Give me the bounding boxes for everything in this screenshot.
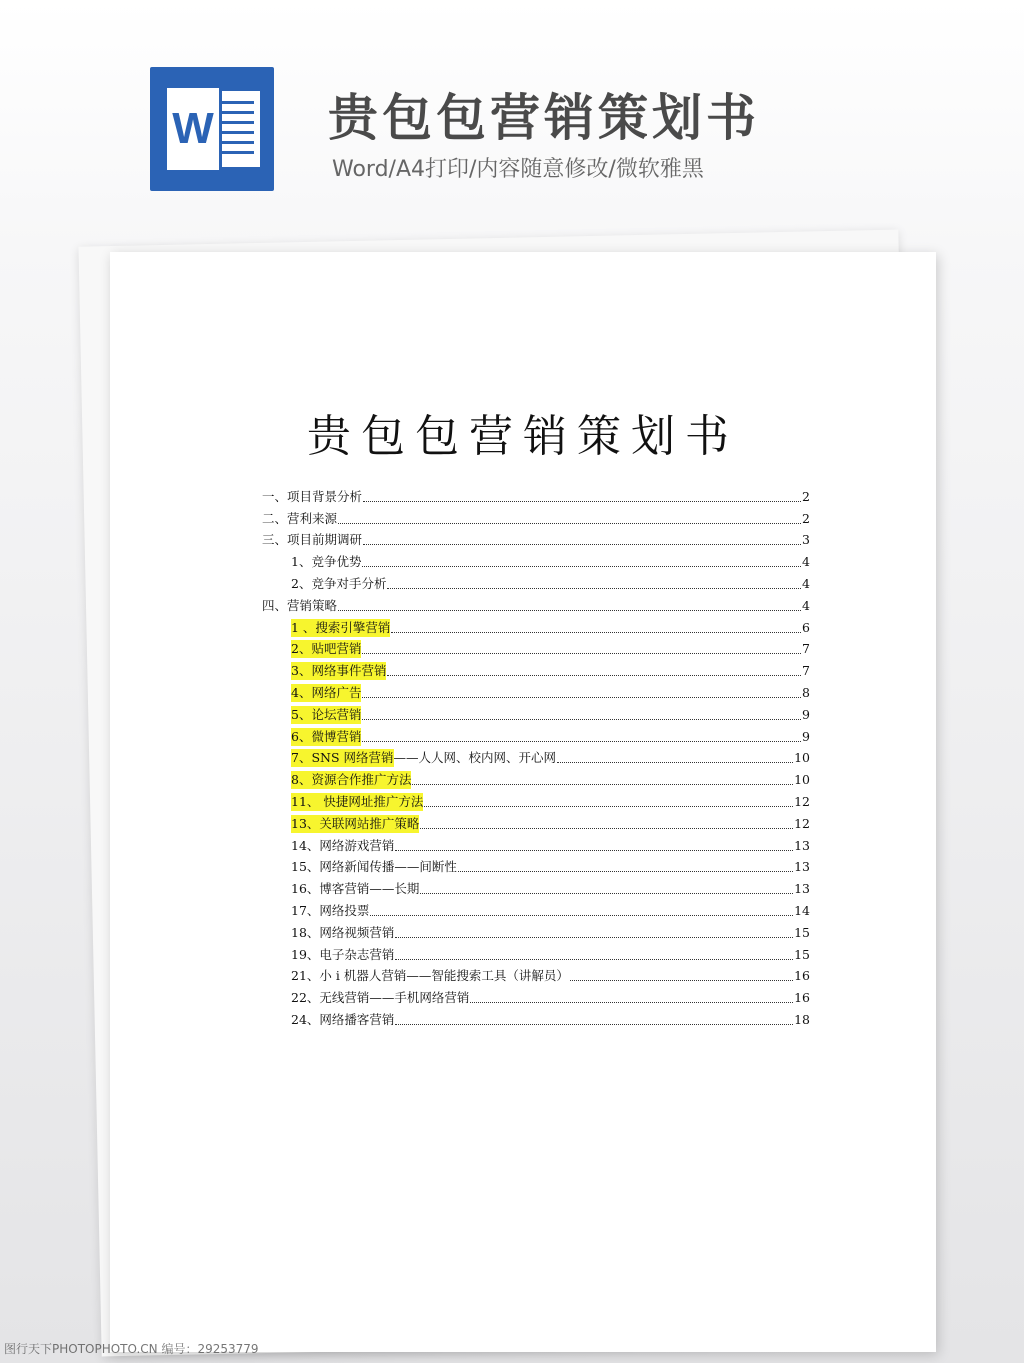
toc-entry-label: 14、网络游戏营销 bbox=[291, 837, 395, 853]
toc-dot-leader bbox=[387, 588, 801, 589]
word-icon-cover bbox=[164, 85, 222, 173]
toc-page-number: 13 bbox=[794, 859, 810, 875]
toc-entry-label: 13、关联网站推广策略 bbox=[291, 815, 420, 831]
toc-entry[interactable] bbox=[262, 746, 810, 768]
toc-entry[interactable] bbox=[262, 767, 810, 789]
toc-entry-label: 2、竞争对手分析 bbox=[291, 575, 387, 591]
toc-page-number: 16 bbox=[794, 990, 810, 1006]
toc-entry-label: 6、微博营销 bbox=[291, 728, 362, 744]
toc-entry-label: 11、 快捷网址推广方法 bbox=[291, 793, 424, 809]
toc-dot-leader bbox=[370, 915, 793, 916]
toc-entry-label: 21、小 i 机器人营销——智能搜索工具（讲解员） bbox=[291, 968, 569, 984]
toc-entry-label: 2、贴吧营销 bbox=[291, 641, 362, 657]
toc-entry[interactable] bbox=[262, 506, 810, 528]
toc-dot-leader bbox=[570, 980, 793, 981]
toc-entry[interactable] bbox=[262, 593, 810, 615]
toc-page-number: 10 bbox=[794, 772, 810, 788]
toc-entry[interactable] bbox=[262, 942, 810, 964]
toc-entry[interactable] bbox=[262, 702, 810, 724]
toc-page-number: 7 bbox=[802, 663, 810, 679]
toc-page-number: 9 bbox=[802, 706, 810, 722]
toc-page-number: 4 bbox=[802, 597, 810, 613]
toc-dot-leader bbox=[424, 806, 793, 807]
toc-dot-leader bbox=[395, 850, 793, 851]
toc-dot-leader bbox=[338, 610, 801, 611]
toc-dot-leader bbox=[395, 959, 793, 960]
toc-dot-leader bbox=[395, 937, 793, 938]
toc-entry[interactable] bbox=[262, 985, 810, 1007]
toc-page-number: 4 bbox=[802, 554, 810, 570]
toc-dot-leader bbox=[458, 871, 793, 872]
toc-entry[interactable] bbox=[262, 549, 810, 571]
toc-entry[interactable] bbox=[262, 484, 810, 506]
toc-page-number: 15 bbox=[794, 946, 810, 962]
toc-entry-label: 18、网络视频营销 bbox=[291, 924, 395, 940]
toc-entry-label: 二、营利来源 bbox=[262, 510, 338, 526]
toc-dot-leader bbox=[395, 1024, 793, 1025]
toc-page-number: 18 bbox=[794, 1011, 810, 1027]
toc-entry-label: 3、网络事件营销 bbox=[291, 663, 387, 679]
word-icon-line bbox=[220, 131, 254, 134]
toc-dot-leader bbox=[420, 828, 793, 829]
toc-entry[interactable] bbox=[262, 637, 810, 659]
toc-entry-label: 5、论坛营销 bbox=[291, 706, 362, 722]
toc-entry[interactable] bbox=[262, 876, 810, 898]
toc-dot-leader bbox=[363, 501, 801, 502]
word-icon-letter: W bbox=[172, 104, 214, 153]
toc-entry[interactable] bbox=[262, 658, 810, 680]
toc-page-number: 15 bbox=[794, 924, 810, 940]
toc-dot-leader bbox=[363, 544, 801, 545]
toc-page-number: 3 bbox=[802, 532, 810, 548]
toc-entry-label: 7、SNS 网络营销 bbox=[291, 750, 394, 766]
toc-page-number: 4 bbox=[802, 575, 810, 591]
toc-dot-leader bbox=[420, 893, 793, 894]
toc-page-number: 16 bbox=[794, 968, 810, 984]
header-title: 贵包包营销策划书 bbox=[328, 89, 760, 147]
toc-page-number: 13 bbox=[794, 881, 810, 897]
toc-page-number: 12 bbox=[794, 793, 810, 809]
word-icon-line bbox=[220, 121, 254, 124]
watermark: 图行天下PHOTOPHOTO.CN 编号：29253779 bbox=[4, 1342, 259, 1356]
table-of-contents bbox=[262, 484, 810, 1029]
document-title: 贵包包营销策划书 bbox=[307, 411, 739, 462]
word-icon-line bbox=[220, 101, 254, 104]
toc-dot-leader bbox=[362, 719, 801, 720]
toc-entry-label: 四、营销策略 bbox=[262, 597, 338, 613]
toc-entry[interactable] bbox=[262, 1007, 810, 1029]
toc-page-number: 7 bbox=[802, 641, 810, 657]
toc-entry[interactable] bbox=[262, 528, 810, 550]
toc-entry[interactable] bbox=[262, 964, 810, 986]
toc-dot-leader bbox=[362, 741, 801, 742]
toc-entry-label: 1、竞争优势 bbox=[291, 554, 362, 570]
toc-page-number: 6 bbox=[802, 619, 810, 635]
toc-entry[interactable] bbox=[262, 615, 810, 637]
toc-entry[interactable] bbox=[262, 855, 810, 877]
toc-page-number: 12 bbox=[794, 815, 810, 831]
toc-dot-leader bbox=[557, 762, 793, 763]
toc-entry[interactable] bbox=[262, 811, 810, 833]
header-subtitle: Word/A4打印/内容随意修改/微软雅黑 bbox=[332, 157, 704, 182]
toc-dot-leader bbox=[362, 653, 801, 654]
toc-dot-leader bbox=[338, 523, 801, 524]
toc-entry[interactable] bbox=[262, 724, 810, 746]
toc-entry[interactable] bbox=[262, 789, 810, 811]
document-page bbox=[110, 252, 936, 1352]
toc-entry-label: 16、博客营销——长期 bbox=[291, 881, 420, 897]
toc-entry-label: 4、网络广告 bbox=[291, 684, 362, 700]
word-icon-line bbox=[220, 111, 254, 114]
toc-page-number: 2 bbox=[802, 488, 810, 504]
toc-entry[interactable] bbox=[262, 833, 810, 855]
toc-page-number: 2 bbox=[802, 510, 810, 526]
toc-entry-label: 19、电子杂志营销 bbox=[291, 946, 395, 962]
toc-entry-label: 1 、搜索引擎营销 bbox=[291, 619, 391, 635]
toc-page-number: 9 bbox=[802, 728, 810, 744]
toc-entry-label: 22、无线营销——手机网络营销 bbox=[291, 990, 470, 1006]
toc-entry[interactable] bbox=[262, 571, 810, 593]
word-app-icon bbox=[150, 67, 274, 191]
toc-page-number: 8 bbox=[802, 684, 810, 700]
toc-dot-leader bbox=[362, 697, 801, 698]
toc-entry[interactable] bbox=[262, 680, 810, 702]
toc-dot-leader bbox=[362, 566, 801, 567]
toc-page-number: 14 bbox=[794, 902, 810, 918]
toc-entry-label: 17、网络投票 bbox=[291, 902, 370, 918]
toc-dot-leader bbox=[470, 1002, 793, 1003]
toc-entry-label: 三、项目前期调研 bbox=[262, 532, 363, 548]
toc-page-number: 10 bbox=[794, 750, 810, 766]
word-icon-line bbox=[220, 141, 254, 144]
toc-dot-leader bbox=[391, 632, 801, 633]
toc-dot-leader bbox=[387, 675, 801, 676]
toc-entry-label-tail: ——人人网、校内网、开心网 bbox=[393, 750, 557, 766]
toc-entry-label: 24、网络播客营销 bbox=[291, 1011, 395, 1027]
toc-entry-label: 8、资源合作推广方法 bbox=[291, 772, 412, 788]
toc-entry[interactable] bbox=[262, 920, 810, 942]
word-icon-line bbox=[220, 151, 254, 154]
toc-entry[interactable] bbox=[262, 898, 810, 920]
toc-entry-label: 15、网络新闻传播——间断性 bbox=[291, 859, 457, 875]
toc-dot-leader bbox=[412, 784, 793, 785]
toc-entry-label: 一、项目背景分析 bbox=[262, 488, 363, 504]
toc-page-number: 13 bbox=[794, 837, 810, 853]
